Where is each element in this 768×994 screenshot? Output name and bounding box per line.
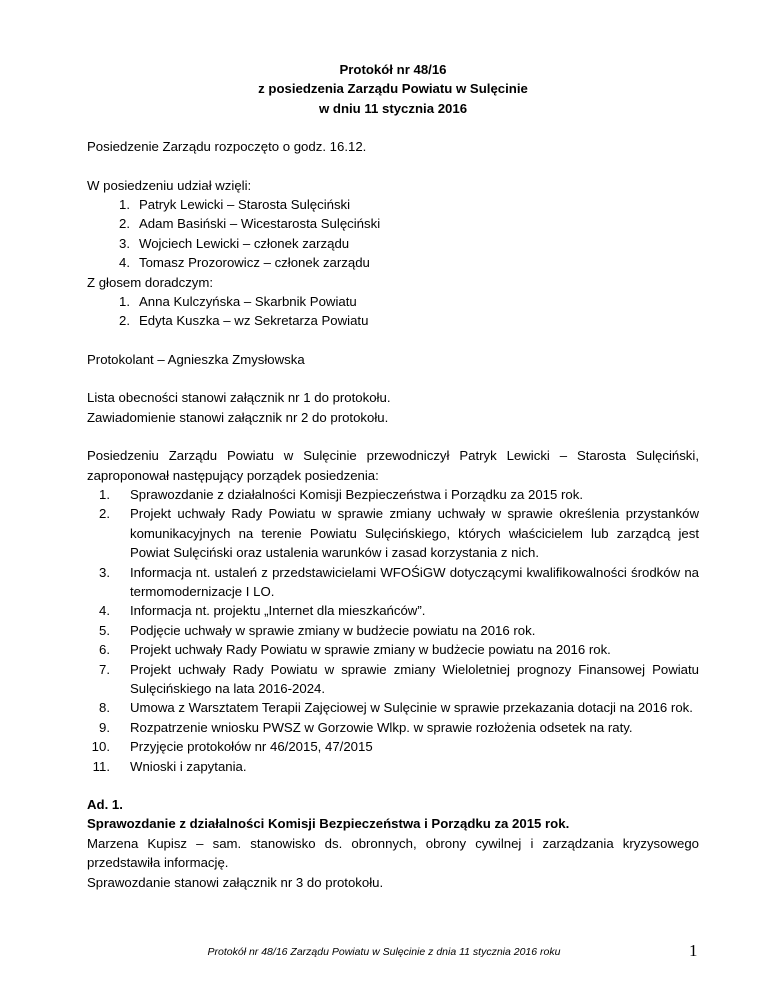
agenda-number: 2. xyxy=(99,506,110,522)
agenda-text: Projekt uchwały Rady Powiatu w sprawie zmiany w budżecie powiatu na 2016 rok. xyxy=(130,642,611,658)
agenda-number: 6. xyxy=(99,642,110,658)
ad1-heading: Ad. 1. xyxy=(87,797,123,812)
agenda-item xyxy=(87,485,699,504)
agenda-number: 9. xyxy=(99,719,110,735)
list-item xyxy=(87,311,699,330)
page-number: 1 xyxy=(689,941,698,960)
agenda-item xyxy=(87,698,699,717)
list-item xyxy=(87,214,699,233)
list-item xyxy=(87,195,699,214)
agenda-number: 3. xyxy=(99,564,110,580)
agenda-text: Rozpatrzenie wniosku PWSZ w Gorzowie Wlkp. w sprawie rozłożenia odsetek na raty. xyxy=(130,719,633,735)
list-item xyxy=(87,253,699,272)
list-text: Wojciech Lewicki – członek zarządu xyxy=(139,235,350,251)
agenda-text: Wnioski i zapytania. xyxy=(130,758,247,774)
agenda-number: 1. xyxy=(99,486,110,502)
title-line-1: Protokół nr 48/16 xyxy=(339,62,447,77)
opening-time: Posiedzenie Zarządu rozpoczęto o godz. 16.12. xyxy=(87,139,367,155)
agenda-text: Projekt uchwały Rady Powiatu w sprawie zmiany uchwały w sprawie określenia przystanków komunikacyjnych na terenie Powiatu Sulęcińskiego, których właścicielem lub zarządcą jest Powiat Sulęciński oraz ustalenia warunków i zasad korzystania z nich. xyxy=(130,506,699,561)
agenda-number: 11. xyxy=(92,758,110,774)
list-text: Tomasz Prozorowicz – członek zarządu xyxy=(139,255,370,271)
agenda-item xyxy=(87,737,699,756)
agenda-list xyxy=(87,485,699,776)
agenda-item xyxy=(87,757,699,776)
agenda-item xyxy=(87,640,699,659)
agenda-number: 4. xyxy=(99,603,110,619)
chair-paragraph: Posiedzeniu Zarządu Powiatu w Sulęcinie przewodniczył Patryk Lewicki – Starosta Sulęciński, zaproponował następujący porządek posiedzenia: xyxy=(87,448,699,483)
agenda-item xyxy=(87,601,699,620)
participants-list xyxy=(87,195,699,273)
agenda-number: 8. xyxy=(99,700,110,716)
agenda-text: Przyjęcie protokołów nr 46/2015, 47/2015 xyxy=(130,739,373,755)
list-text: Anna Kulczyńska – Skarbnik Powiatu xyxy=(139,294,357,310)
list-number: 2. xyxy=(119,313,130,329)
agenda-text: Projekt uchwały Rady Powiatu w sprawie zmiany Wieloletniej prognozy Finansowej Powiatu Sulęcińskiego na lata 2016-2024. xyxy=(130,661,699,696)
ad1-body: Marzena Kupisz – sam. stanowisko ds. obronnych, obrony cywilnej i zarządzania kryzysowego przedstawiła informację. xyxy=(87,835,699,871)
participants-heading: W posiedzeniu udział wzięli: xyxy=(87,177,252,193)
list-item xyxy=(87,234,699,253)
ad1-subheading: Sprawozdanie z działalności Komisji Bezpieczeństwa i Porządku za 2015 rok. xyxy=(87,816,570,832)
agenda-number: 7. xyxy=(99,661,110,677)
document-page xyxy=(87,60,699,892)
agenda-text: Informacja nt. projektu „Internet dla mieszkańców”. xyxy=(130,603,426,619)
list-text: Patryk Lewicki – Starosta Sulęciński xyxy=(139,197,351,213)
recorder-line: Protokolant – Agnieszka Zmysłowska xyxy=(87,351,305,367)
page-footer: Protokół nr 48/16 Zarządu Powiatu w Sulęcinie z dnia 11 stycznia 2016 roku xyxy=(207,946,561,958)
list-number: 3. xyxy=(119,235,130,251)
list-item xyxy=(87,292,699,311)
agenda-text: Podjęcie uchwały w sprawie zmiany w budżecie powiatu na 2016 rok. xyxy=(130,622,536,638)
agenda-item xyxy=(87,660,699,699)
list-number: 1. xyxy=(119,294,130,310)
agenda-number: 10. xyxy=(91,739,110,755)
attachment-line-1: Lista obecności stanowi załącznik nr 1 do protokołu. xyxy=(87,390,391,406)
list-number: 1. xyxy=(119,197,130,213)
advisors-heading: Z głosem doradczym: xyxy=(87,274,214,290)
attachment-line-2: Zawiadomienie stanowi załącznik nr 2 do protokołu. xyxy=(87,409,389,425)
agenda-text: Umowa z Warsztatem Terapii Zajęciowej w Sulęcinie w sprawie przekazania dotacji na 2016 rok. xyxy=(130,700,693,716)
agenda-item xyxy=(87,718,699,737)
list-number: 4. xyxy=(119,255,130,271)
list-text: Edyta Kuszka – wz Sekretarza Powiatu xyxy=(139,313,369,329)
list-text: Adam Basiński – Wicestarosta Sulęciński xyxy=(139,216,381,232)
agenda-item xyxy=(87,621,699,640)
agenda-item xyxy=(87,563,699,602)
title-line-2: z posiedzenia Zarządu Powiatu w Sulęcinie xyxy=(258,81,528,97)
agenda-number: 5. xyxy=(99,622,110,638)
list-number: 2. xyxy=(119,216,130,232)
agenda-item xyxy=(87,504,699,562)
ad1-note: Sprawozdanie stanowi załącznik nr 3 do protokołu. xyxy=(87,874,384,890)
advisors-list xyxy=(87,292,699,331)
agenda-text: Sprawozdanie z działalności Komisji Bezpieczeństwa i Porządku za 2015 rok. xyxy=(130,486,583,502)
document-title xyxy=(87,60,699,118)
agenda-text: Informacja nt. ustaleń z przedstawicielami WFOŚiGW dotyczącymi kwalifikowalności środków na termomodernizacje I LO. xyxy=(130,564,699,599)
title-line-3: w dniu 11 stycznia 2016 xyxy=(318,100,468,116)
